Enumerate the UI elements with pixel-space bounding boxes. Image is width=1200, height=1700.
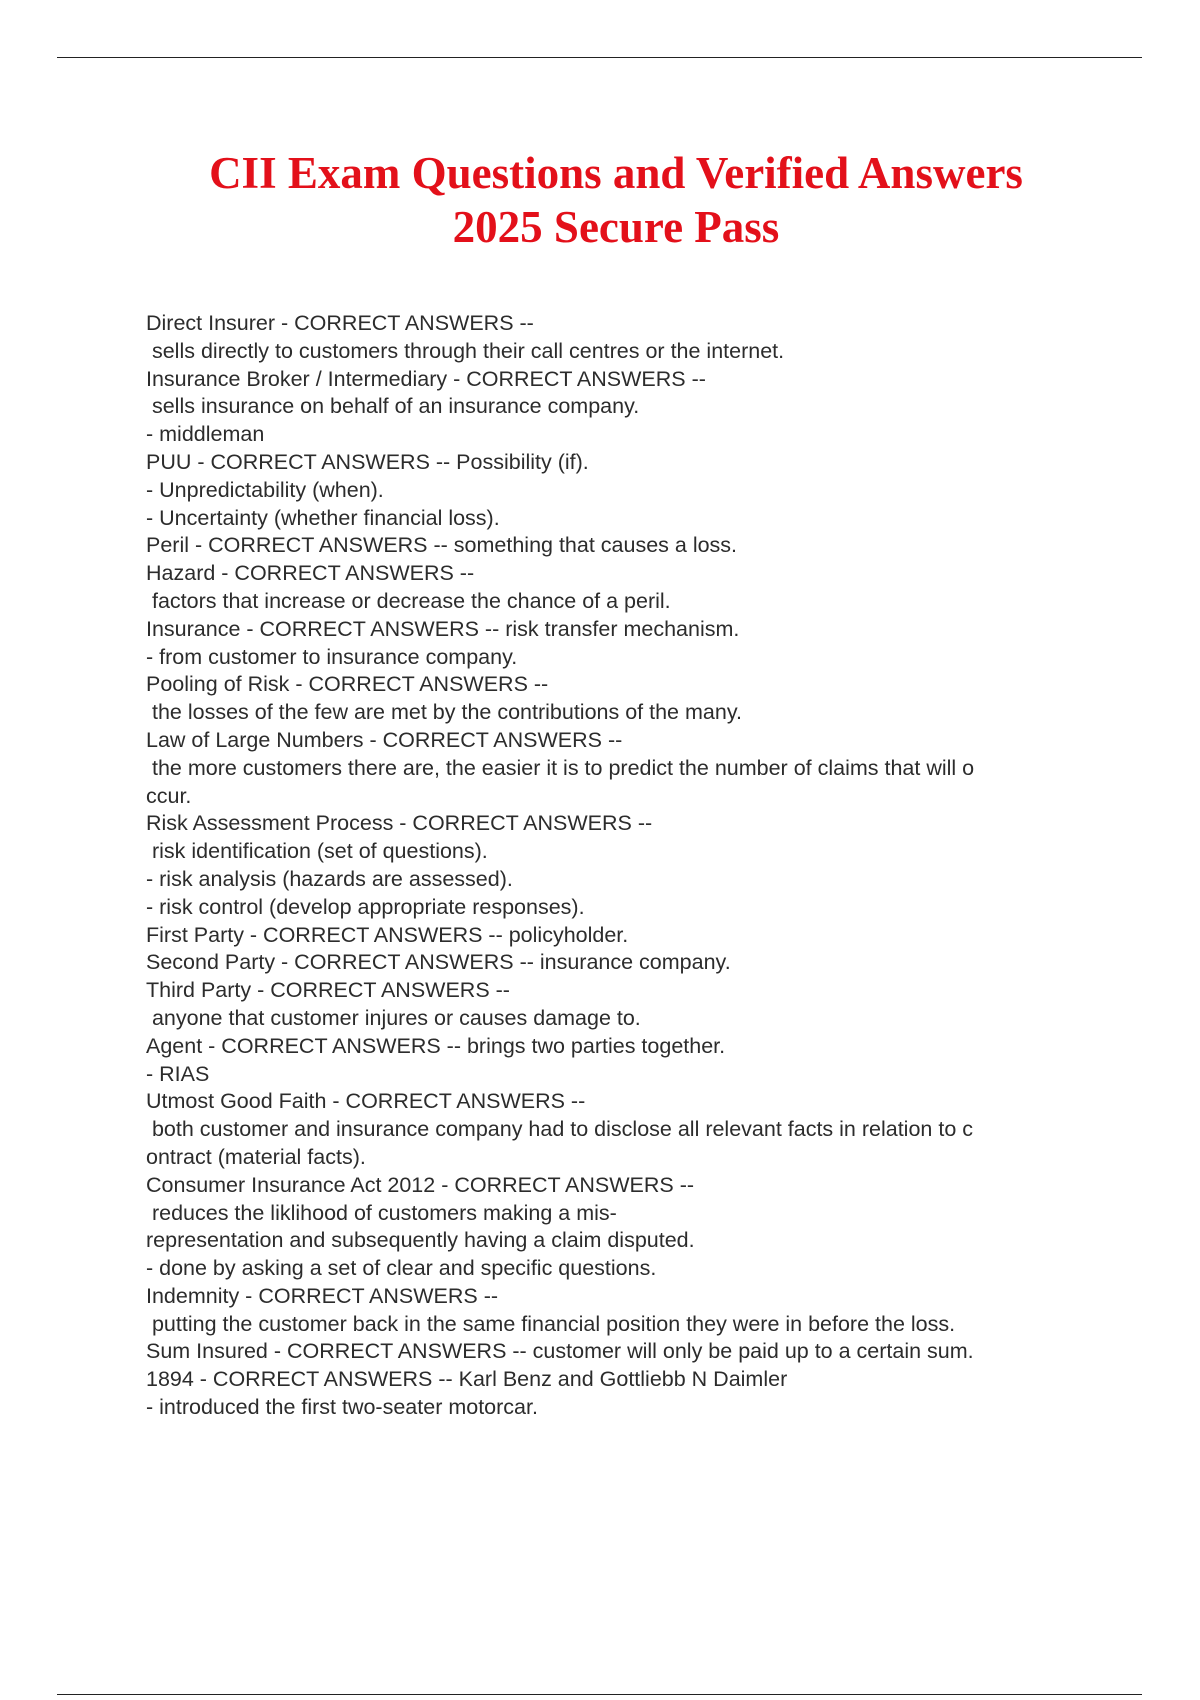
text-line: - Unpredictability (when). [146,477,384,502]
top-rule [57,57,1142,58]
text-line: Utmost Good Faith - CORRECT ANSWERS -- [146,1089,586,1114]
text-line: Third Party - CORRECT ANSWERS -- [146,978,510,1003]
text-line: reduces the liklihood of customers making a mis- [146,1200,617,1225]
text-line: the more customers there are, the easier it is to predict the number of claims that will o [146,755,975,780]
text-line: sells directly to customers through their call centres or the internet. [146,338,785,363]
text-line: PUU - CORRECT ANSWERS -- Possibility (if). [146,449,589,474]
text-line: Law of Large Numbers - CORRECT ANSWERS -- [146,727,623,752]
text-line: First Party - CORRECT ANSWERS -- policyholder. [146,922,629,947]
text-line: risk identification (set of questions). [146,839,488,864]
text-line: - RIAS [146,1061,210,1086]
text-line: Consumer Insurance Act 2012 - CORRECT ANSWERS -- [146,1172,695,1197]
text-line: Peril - CORRECT ANSWERS -- something that causes a loss. [146,533,738,558]
text-line: - from customer to insurance company. [146,644,518,669]
text-line: - risk analysis (hazards are assessed). [146,866,513,891]
text-line: the losses of the few are met by the contributions of the many. [146,700,742,725]
title-line-1: CII Exam Questions and Verified Answers [209,148,1023,198]
text-line: Insurance Broker / Intermediary - CORRECT ANSWERS -- [146,366,706,391]
text-line: factors that increase or decrease the chance of a peril. [146,588,671,613]
text-line: anyone that customer injures or causes damage to. [146,1005,641,1030]
document-body [146,310,1086,1422]
document-title [0,146,1200,254]
text-line: Insurance - CORRECT ANSWERS -- risk transfer mechanism. [146,616,740,641]
text-line: Direct Insurer - CORRECT ANSWERS -- [146,311,534,335]
text-line: - introduced the first two-seater motorcar. [146,1395,538,1420]
text-line: - done by asking a set of clear and specific questions. [146,1256,657,1281]
title-line-2: 2025 Secure Pass [452,202,780,252]
text-line: representation and subsequently having a claim disputed. [146,1228,695,1253]
text-line: Indemnity - CORRECT ANSWERS -- [146,1283,499,1308]
bottom-rule [57,1694,1142,1695]
text-line: Pooling of Risk - CORRECT ANSWERS -- [146,672,549,697]
text-line: ontract (material facts). [146,1144,366,1169]
text-line: Second Party - CORRECT ANSWERS -- insurance company. [146,950,731,975]
text-line: - Uncertainty (whether financial loss). [146,505,500,530]
text-line: ccur. [146,783,192,808]
text-line: 1894 - CORRECT ANSWERS -- Karl Benz and Gottliebb N Daimler [146,1367,788,1392]
text-line: - middleman [146,422,265,447]
text-line: sells insurance on behalf of an insurance company. [146,394,640,419]
text-line: Agent - CORRECT ANSWERS -- brings two parties together. [146,1033,726,1058]
text-line: - risk control (develop appropriate responses). [146,894,585,919]
text-line: both customer and insurance company had to disclose all relevant facts in relation to c [146,1117,974,1142]
text-line: Risk Assessment Process - CORRECT ANSWERS -- [146,811,653,836]
text-line: Sum Insured - CORRECT ANSWERS -- customer will only be paid up to a certain sum. [146,1339,974,1364]
text-line: putting the customer back in the same financial position they were in before the loss. [146,1311,956,1336]
text-line: Hazard - CORRECT ANSWERS -- [146,561,475,586]
